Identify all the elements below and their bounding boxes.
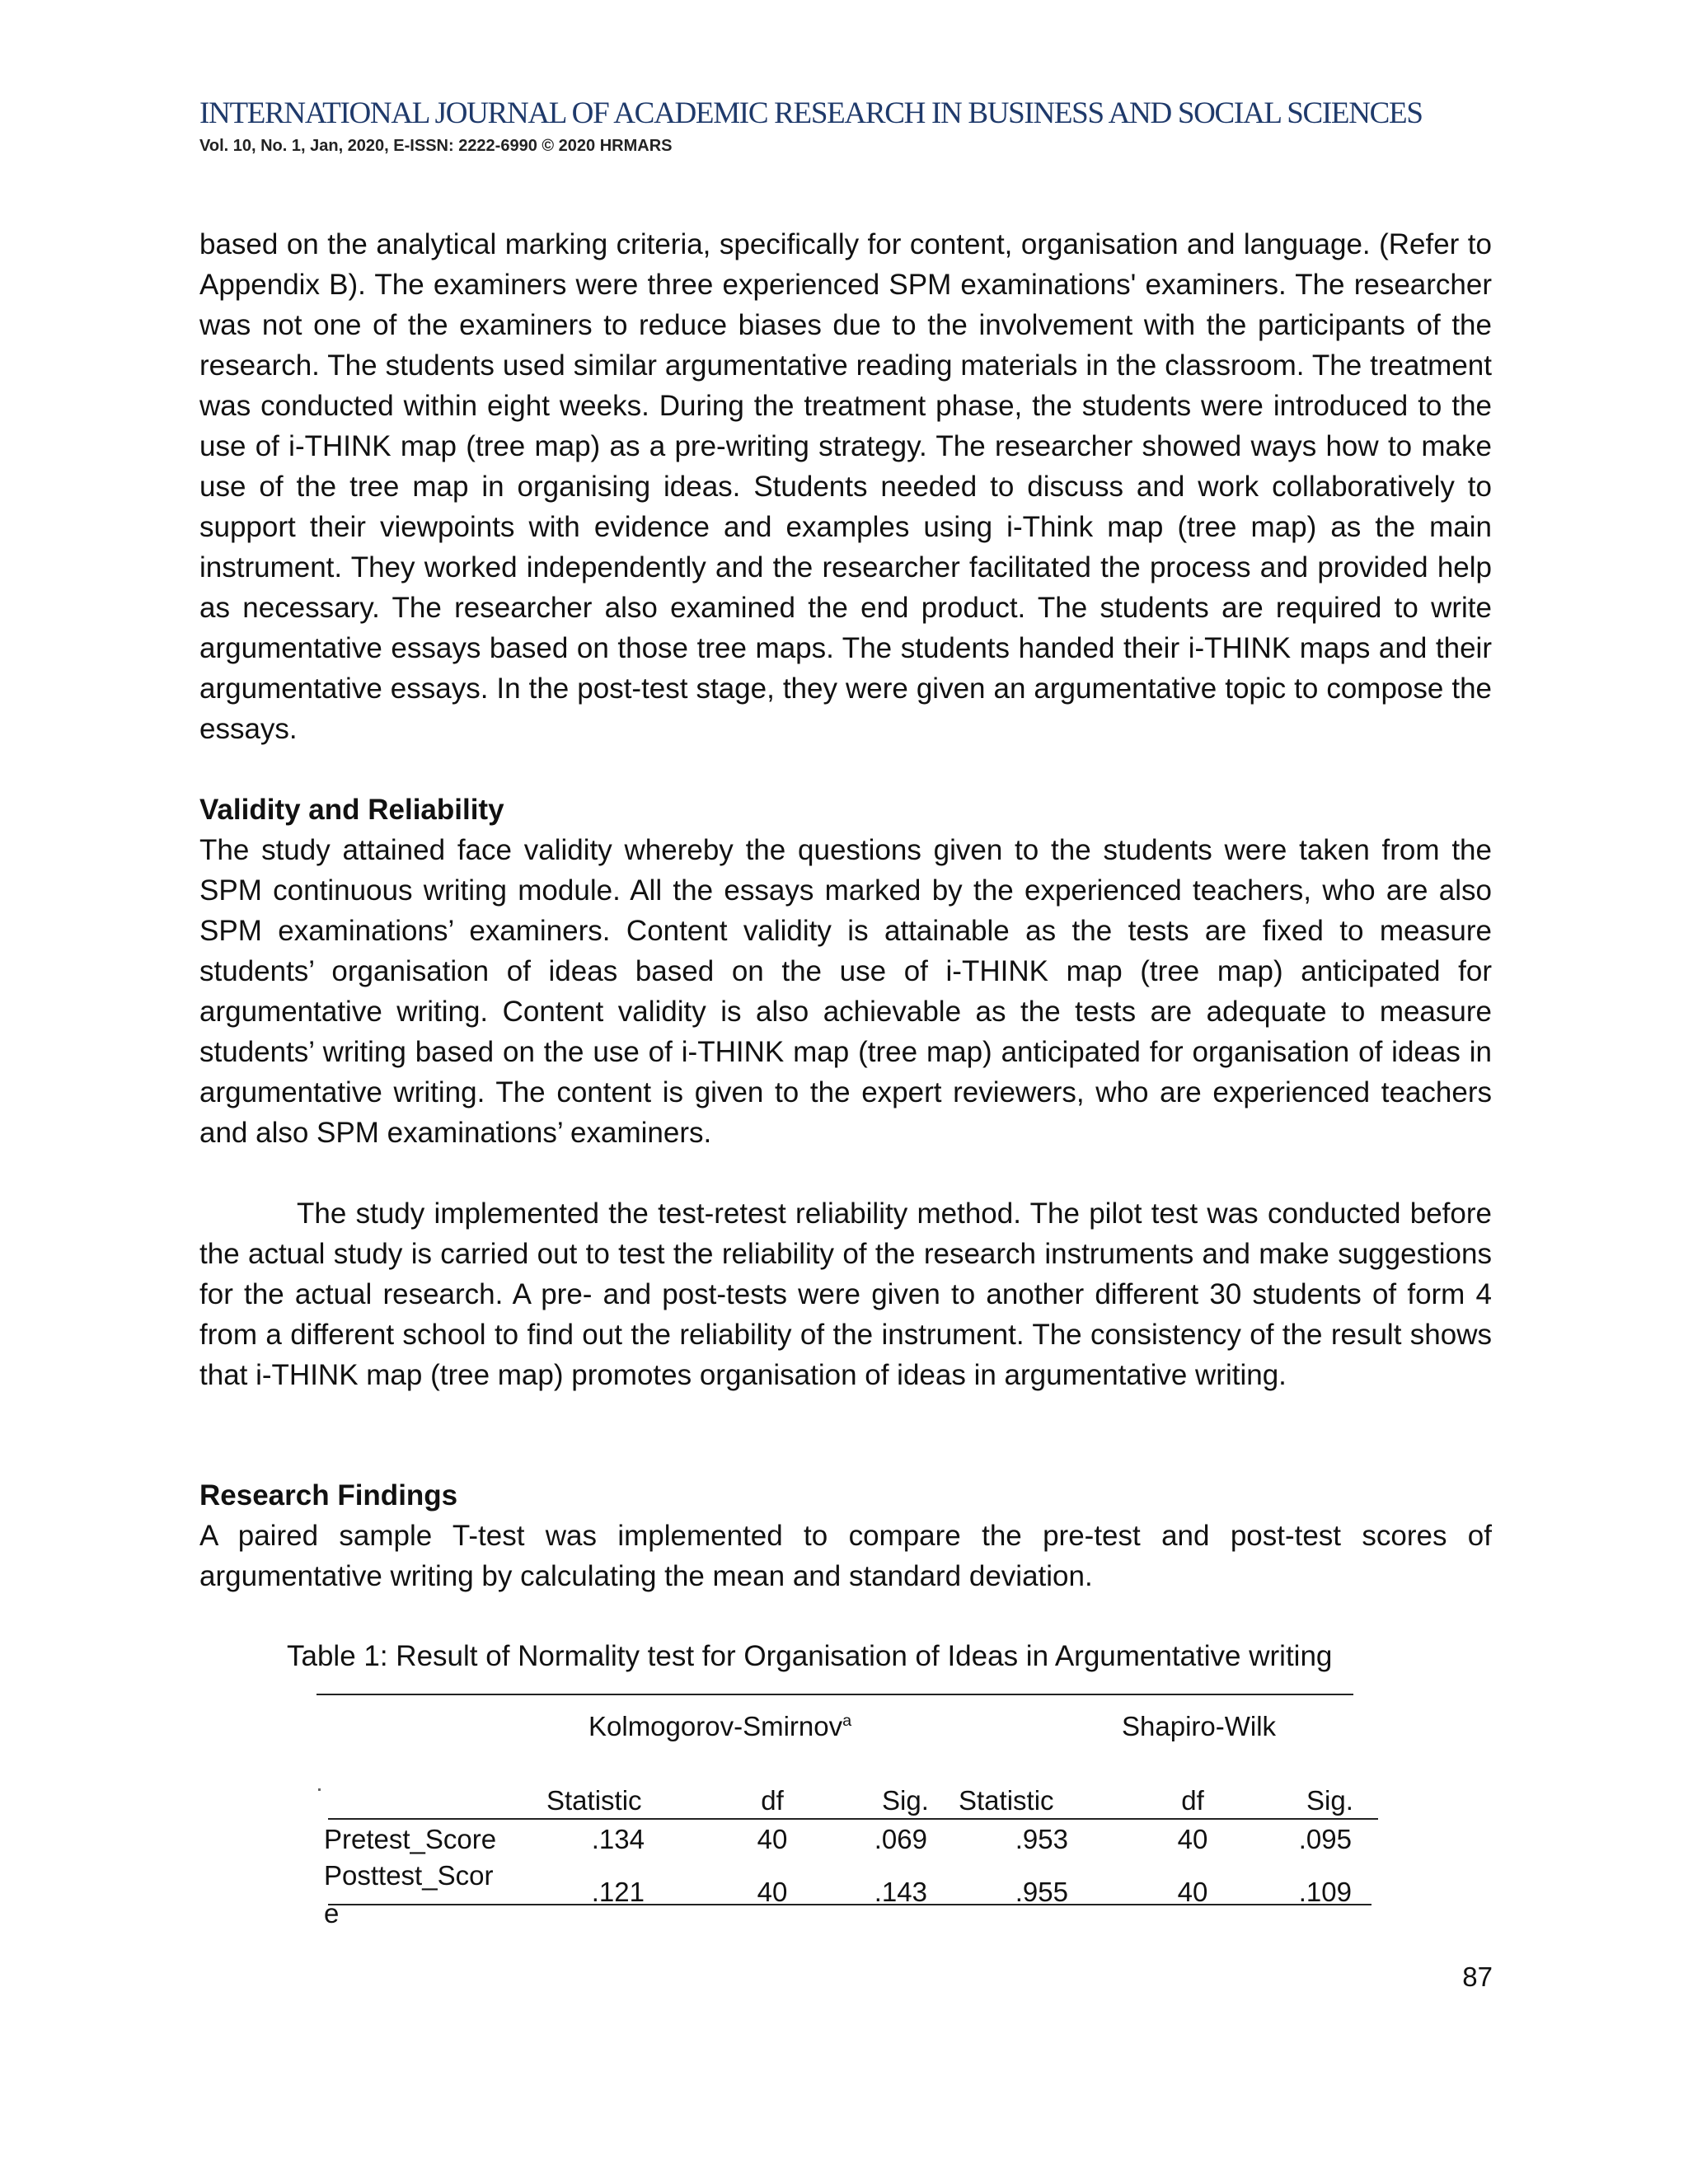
stray-mark (318, 1788, 321, 1791)
table-header-rule (328, 1818, 1378, 1820)
cell-sw-df: 40 (1177, 1824, 1208, 1854)
row-label: Posttest_Scor (324, 1860, 494, 1891)
col-header-sw-df: df (1181, 1785, 1204, 1816)
cell-ks-sig: .143 (874, 1877, 927, 1907)
reliability-paragraph: The study implemented the test-retest reliability method. The pilot test was conducted before the actual study is carried out to test the reliability of the research instruments and make suggestions for the actual research. A pre- and post-tests were given to another different 30 students of form 4 from a different school to find out the reliability of the instrument. The consistency of the result shows that i-THINK map (tree map) promotes organisation of ideas in argumentative writing. (199, 1197, 1492, 1391)
cell-sw-df: 40 (1177, 1877, 1208, 1907)
group-header-sw: Shapiro-Wilk (1122, 1711, 1277, 1741)
table-top-rule (316, 1694, 1353, 1695)
table-caption: Table 1: Result of Normality test for Organisation of Ideas in Argumentative writing (287, 1640, 1333, 1672)
volume-info: Vol. 10, No. 1, Jan, 2020, E-ISSN: 2222-6990 © 2020 HRMARS (199, 137, 673, 155)
body-paragraph: based on the analytical marking criteria, specifically for content, organisation and language. (Refer to Appendix B). The examiners were three experienced SPM examinations' examiners. The researcher was not one of the examiners to reduce biases due to the involvement with the participants of the research. The students used similar argumentative reading materials in the classroom. The treatment was conducted within eight weeks. During the treatment phase, the students were introduced to the use of i-THINK map (tree map) as a pre-writing strategy. The researcher showed ways how to make use of the tree map in organising ideas. Students needed to discuss and work collaboratively to support their viewpoints with evidence and examples using i-Think map (tree map) as the main instrument. They worked independently and the researcher facilitated the process and provided help as necessary. The researcher also examined the end product. The students are required to write argumentative essays based on those tree maps. The students handed their i-THINK maps and their argumentative essays. In the post-test stage, they were given an argumentative topic to compose the essays. (199, 228, 1492, 745)
cell-ks-statistic: .121 (591, 1877, 645, 1907)
findings-paragraph: A paired sample T-test was implemented to compare the pre-test and post-test scores of argumentative writing by calculating the mean and standard deviation. (199, 1520, 1492, 1592)
cell-ks-df: 40 (757, 1877, 788, 1907)
cell-ks-df: 40 (757, 1824, 788, 1854)
table-bottom-rule (328, 1904, 1372, 1905)
journal-title: INTERNATIONAL JOURNAL OF ACADEMIC RESEARCH IN BUSINESS AND SOCIAL SCIENCES (199, 96, 1423, 130)
cell-sw-statistic: .955 (1015, 1877, 1068, 1907)
cell-sw-sig: .095 (1298, 1824, 1352, 1854)
col-header-sw-statistic: Statistic (959, 1785, 1054, 1816)
col-header-ks-sig: Sig. (882, 1785, 929, 1816)
col-header-sw-sig: Sig. (1306, 1785, 1353, 1816)
row-label: Pretest_Score (324, 1824, 497, 1854)
cell-ks-statistic: .134 (591, 1824, 645, 1854)
col-header-ks-df: df (761, 1785, 784, 1816)
page-number: 87 (1462, 1961, 1493, 1992)
cell-sw-statistic: .953 (1015, 1824, 1068, 1854)
validity-paragraph: The study attained face validity whereby the questions given to the students were taken from the SPM continuous writing module. All the essays marked by the experienced teachers, who are also SPM examinations’ examiners. Content validity is attainable as the tests are fixed to measure students’ organisation of ideas based on the use of i-THINK map (tree map) anticipated for argumentative writing. Content validity is also achievable as the tests are adequate to measure students’ writing based on the use of i-THINK map (tree map) anticipated for organisation of ideas in argumentative writing. The content is given to the expert reviewers, who are experienced teachers and also SPM examinations’ examiners. (199, 834, 1492, 1149)
group-header-ks: Kolmogorov-Smirnov$^a$ (588, 1711, 852, 1741)
section-heading-validity: Validity and Reliability (199, 794, 504, 826)
col-header-ks-statistic: Statistic (546, 1785, 642, 1816)
cell-ks-sig: .069 (874, 1824, 927, 1854)
row-label-wrap: e (324, 1898, 340, 1929)
section-heading-findings: Research Findings (199, 1479, 458, 1511)
cell-sw-sig: .109 (1298, 1877, 1352, 1907)
